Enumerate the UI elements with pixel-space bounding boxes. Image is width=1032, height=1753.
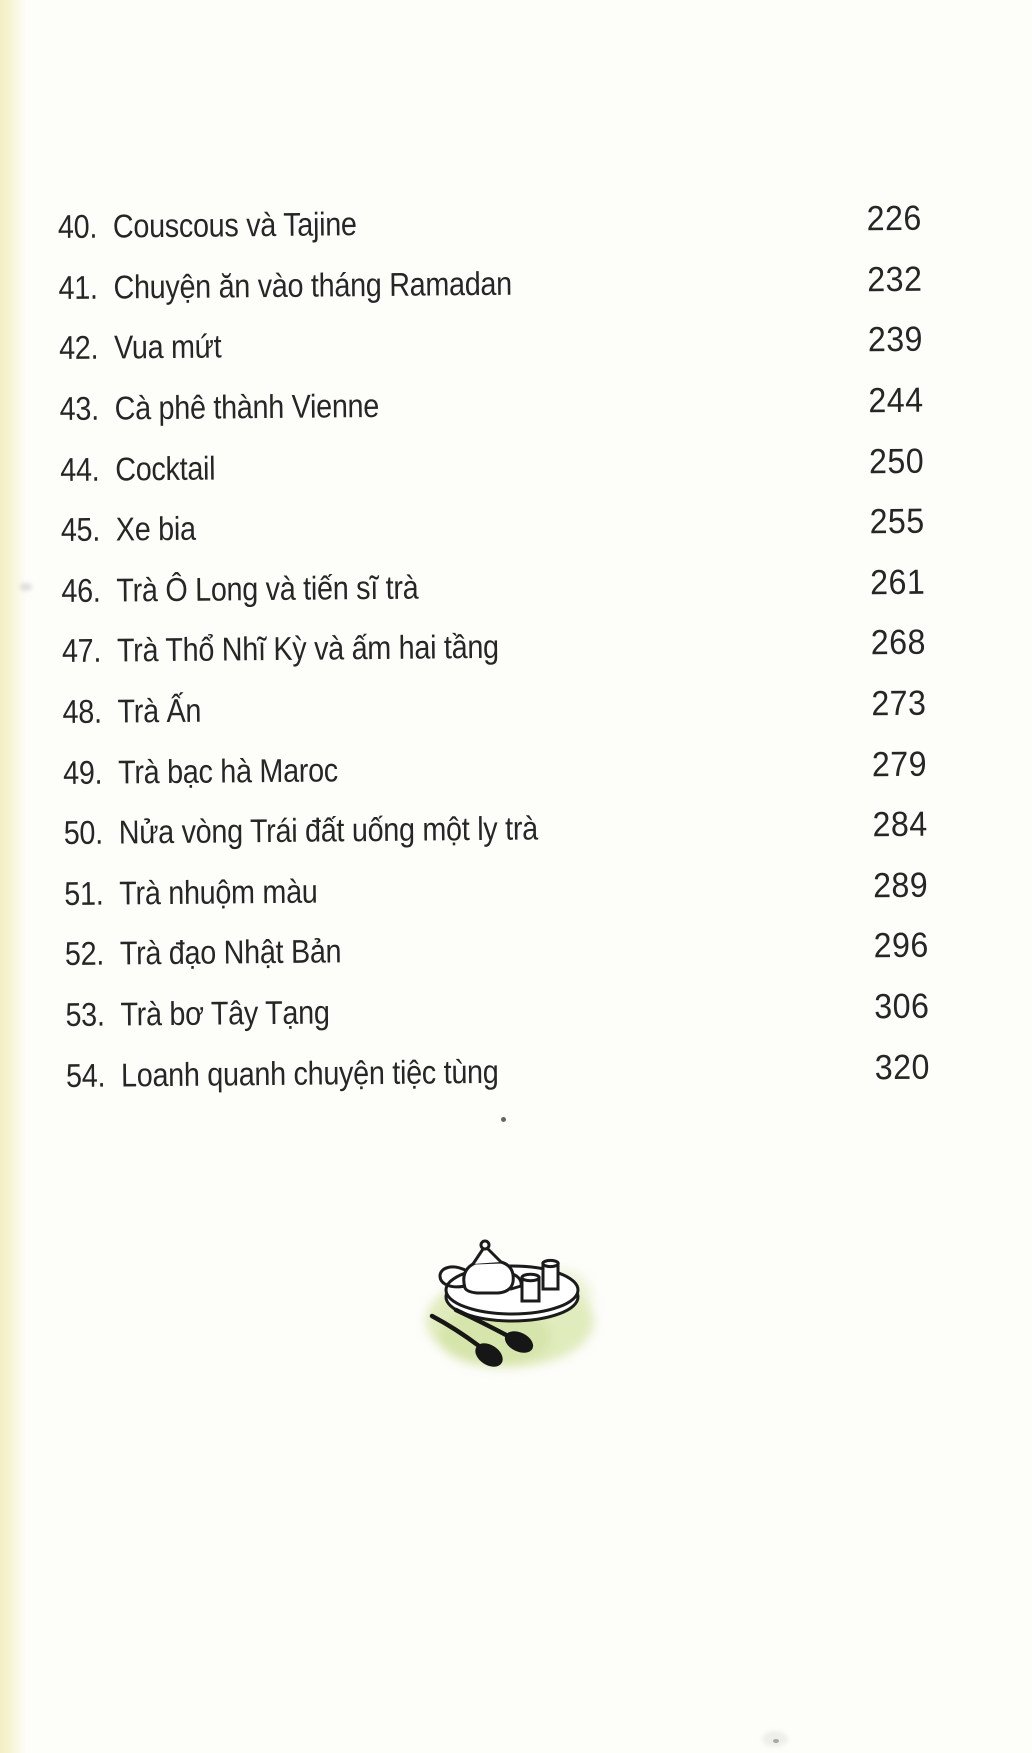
page-number: 306 xyxy=(874,986,930,1027)
page-number: 320 xyxy=(874,1047,931,1087)
chapter-number: 48. xyxy=(62,692,102,731)
toc-entry xyxy=(58,249,923,318)
chapter-title: Vua mứt xyxy=(113,327,222,366)
toc-entry xyxy=(64,855,929,924)
chapter-number: 46. xyxy=(61,571,101,609)
toc-entry xyxy=(61,552,926,621)
chapter-title: Trà bạc hà Maroc xyxy=(117,750,339,791)
chapter-title: Nửa vòng Trái đất uống một ly trà xyxy=(118,809,539,851)
toc-entry xyxy=(61,492,926,561)
chapter-number: 51. xyxy=(64,874,104,912)
page-number: 289 xyxy=(872,865,929,906)
chapter-title: Couscous và Tajine xyxy=(112,205,357,245)
chapter-title: Trà bơ Tây Tạng xyxy=(120,993,330,1033)
page-number: 284 xyxy=(872,804,928,845)
page-number: 268 xyxy=(870,623,927,663)
chapter-number: 53. xyxy=(65,995,105,1033)
page-number: 232 xyxy=(867,259,923,300)
chapter-number: 45. xyxy=(60,510,101,549)
page-number: 279 xyxy=(871,744,928,784)
chapter-number: 41. xyxy=(58,268,98,306)
page-number: 255 xyxy=(869,501,925,542)
chapter-number: 50. xyxy=(63,813,104,852)
toc-entry xyxy=(62,613,927,682)
page-number: 239 xyxy=(867,320,924,360)
page-number: 250 xyxy=(868,441,925,481)
chapter-number: 42. xyxy=(58,329,99,367)
teapot-icon xyxy=(440,1241,521,1293)
chapter-number: 43. xyxy=(59,389,99,428)
scan-speck xyxy=(773,1739,779,1743)
toc-entry xyxy=(63,795,928,864)
toc-entry xyxy=(63,734,928,803)
toc-entry xyxy=(65,916,930,985)
chapter-number: 54. xyxy=(65,1056,106,1094)
toc-entry xyxy=(59,310,924,379)
chapter-title: Trà đạo Nhật Bản xyxy=(119,932,342,972)
page-number: 273 xyxy=(871,683,927,724)
chapter-title: Xe bia xyxy=(115,509,196,548)
page-number: 261 xyxy=(870,562,926,603)
chapter-number: 40. xyxy=(57,207,98,246)
toc-entry xyxy=(62,673,927,742)
toc-list xyxy=(58,189,931,1106)
chapter-number: 47. xyxy=(61,632,102,670)
chapter-title: Trà Thổ Nhĩ Kỳ và ấm hai tầng xyxy=(116,628,499,669)
toc-end-dot xyxy=(501,1117,506,1122)
toc-entry xyxy=(66,1037,931,1106)
toc-entry xyxy=(59,371,924,440)
tea-tray-illustration xyxy=(415,1235,605,1380)
toc-entry xyxy=(60,431,925,500)
toc-entry xyxy=(65,976,930,1045)
chapter-number: 52. xyxy=(64,935,105,973)
chapter-title: Trà Ô Long và tiến sĩ trà xyxy=(116,568,419,609)
toc-entry xyxy=(58,189,923,258)
chapter-number: 49. xyxy=(62,753,103,791)
chapter-title: Cà phê thành Vienne xyxy=(114,387,380,427)
scan-smudge xyxy=(20,583,32,591)
chapter-number: 44. xyxy=(60,450,100,488)
chapter-title: Chuyện ăn vào tháng Ramadan xyxy=(113,264,513,306)
page-number: 226 xyxy=(866,199,923,239)
page-edge-strip xyxy=(0,0,28,1753)
chapter-title: Loanh quanh chuyện tiệc tùng xyxy=(120,1052,499,1094)
chapter-title: Cocktail xyxy=(115,449,216,488)
chapter-title: Trà nhuộm màu xyxy=(119,872,318,912)
page-number: 244 xyxy=(868,380,924,421)
page-number: 296 xyxy=(873,926,930,966)
chapter-title: Trà Ấn xyxy=(117,691,202,730)
